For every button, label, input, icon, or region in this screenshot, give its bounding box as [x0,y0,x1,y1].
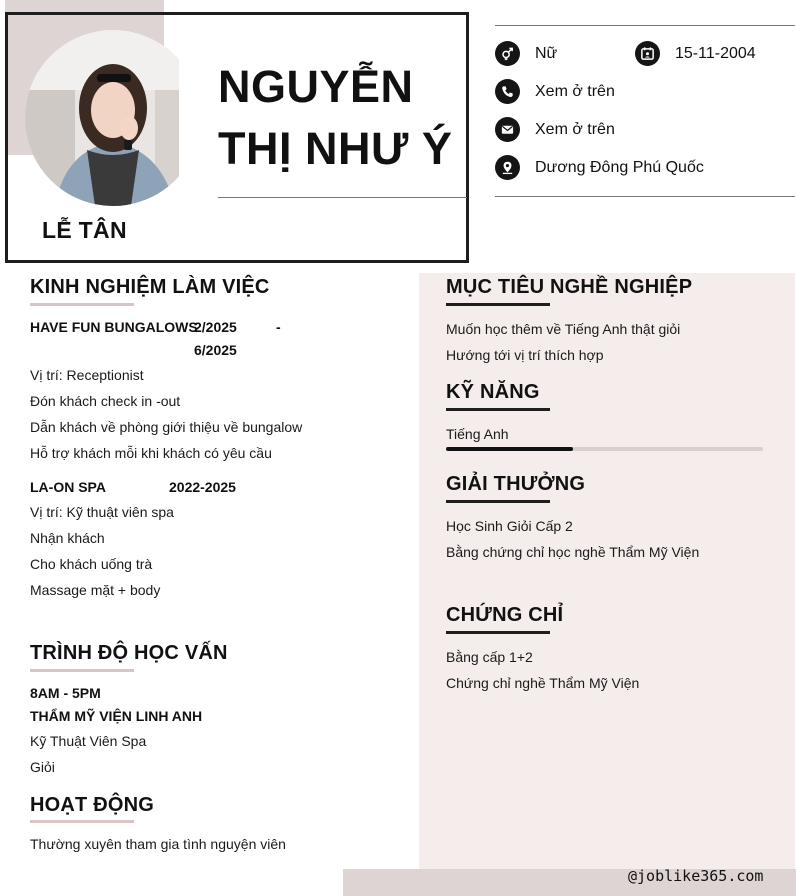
skill-level-fill [446,447,573,451]
contact-phone [495,79,615,104]
award-line: Học Sinh Giỏi Cấp 2 [446,518,573,534]
watermark: @joblike365.com [628,867,764,885]
certificate-line: Bằng cấp 1+2 [446,649,533,665]
job-1-company: HAVE FUN BUNGALOWS [30,319,198,335]
award-line: Bằng chứng chỉ học nghề Thẩm Mỹ Viện [446,544,700,560]
objective-title: MỤC TIÊU NGHỀ NGHIỆP [446,276,693,298]
education-underline [30,669,134,672]
gender-icon [495,41,520,66]
job-title: LỄ TÂN [42,217,127,243]
phone-icon [495,79,520,104]
name-line-1: NGUYỄN [218,61,414,112]
contact-gender [495,41,557,66]
phone-value: Xem ở trên [535,82,615,100]
job-2-line: Massage mặt + body [30,582,161,598]
certificate-line: Chứng chỉ nghề Thẩm Mỹ Viện [446,675,640,691]
gender-value: Nữ [535,44,558,62]
job-1-period-start: 2/2025 [194,319,237,335]
full-name [218,56,452,180]
contact-email [495,117,615,142]
objective-line: Muốn học thêm về Tiếng Anh thật giỏi [446,321,681,337]
location-pin-icon [495,155,520,180]
contact-top-divider [495,25,795,26]
job-2-line: Nhận khách [30,530,105,546]
calendar-icon [635,41,660,66]
skill-level-bar [446,447,763,451]
address-value: Dương Đông Phú Quốc [535,158,704,176]
objective-underline [446,303,550,306]
job-1-line: Hỗ trợ khách mỗi khi khách có yêu cầu [30,445,272,461]
name-line-2: THỊ NHƯ Ý [218,123,453,174]
education-school: THẨM MỸ VIỆN LINH ANH [30,708,203,724]
job-2-period: 2022-2025 [169,479,236,495]
job-1-line: Dẫn khách về phòng giới thiệu về bungalow [30,419,303,435]
education-title: TRÌNH ĐỘ HỌC VẤN [30,642,228,664]
activities-line: Thường xuyên tham gia tình nguyện viên [30,836,286,852]
email-value: Xem ở trên [535,120,615,138]
objective-line: Hướng tới vị trí thích hợp [446,347,604,363]
profile-photo-illustration [25,30,201,206]
job-2-company: LA-ON SPA [30,479,106,495]
education-time: 8AM - 5PM [30,685,101,701]
certificates-underline [446,631,550,634]
name-divider [218,197,467,198]
experience-title: KINH NGHIỆM LÀM VIỆC [30,276,270,298]
contact-bottom-divider [495,196,795,197]
email-icon [495,117,520,142]
job-1-line: Đón khách check in -out [30,393,181,409]
skills-underline [446,408,550,411]
skill-name: Tiếng Anh [446,426,509,442]
experience-underline [30,303,134,306]
job-2-line: Vị trí: Kỹ thuật viên spa [30,504,174,520]
job-1-line: Vị trí: Receptionist [30,367,144,383]
right-column-panel [419,273,795,896]
activities-title: HOẠT ĐỘNG [30,794,155,816]
job-2-line: Cho khách uống trà [30,556,153,572]
certificates-title: CHỨNG CHỈ [446,604,564,626]
job-1-period-end: 6/2025 [194,342,237,358]
awards-title: GIẢI THƯỞNG [446,473,586,495]
education-line: Kỹ Thuật Viên Spa [30,733,147,749]
activities-underline [30,820,134,823]
awards-underline [446,500,550,503]
photo-crop-edge [179,20,209,220]
birthday-value: 15-11-2004 [675,44,756,62]
job-1-period-separator: - [276,319,281,335]
contact-birthday [635,41,756,66]
contact-address [495,155,704,180]
skills-title: KỸ NĂNG [446,381,540,403]
education-line: Giỏi [30,759,55,775]
profile-photo [25,30,201,206]
